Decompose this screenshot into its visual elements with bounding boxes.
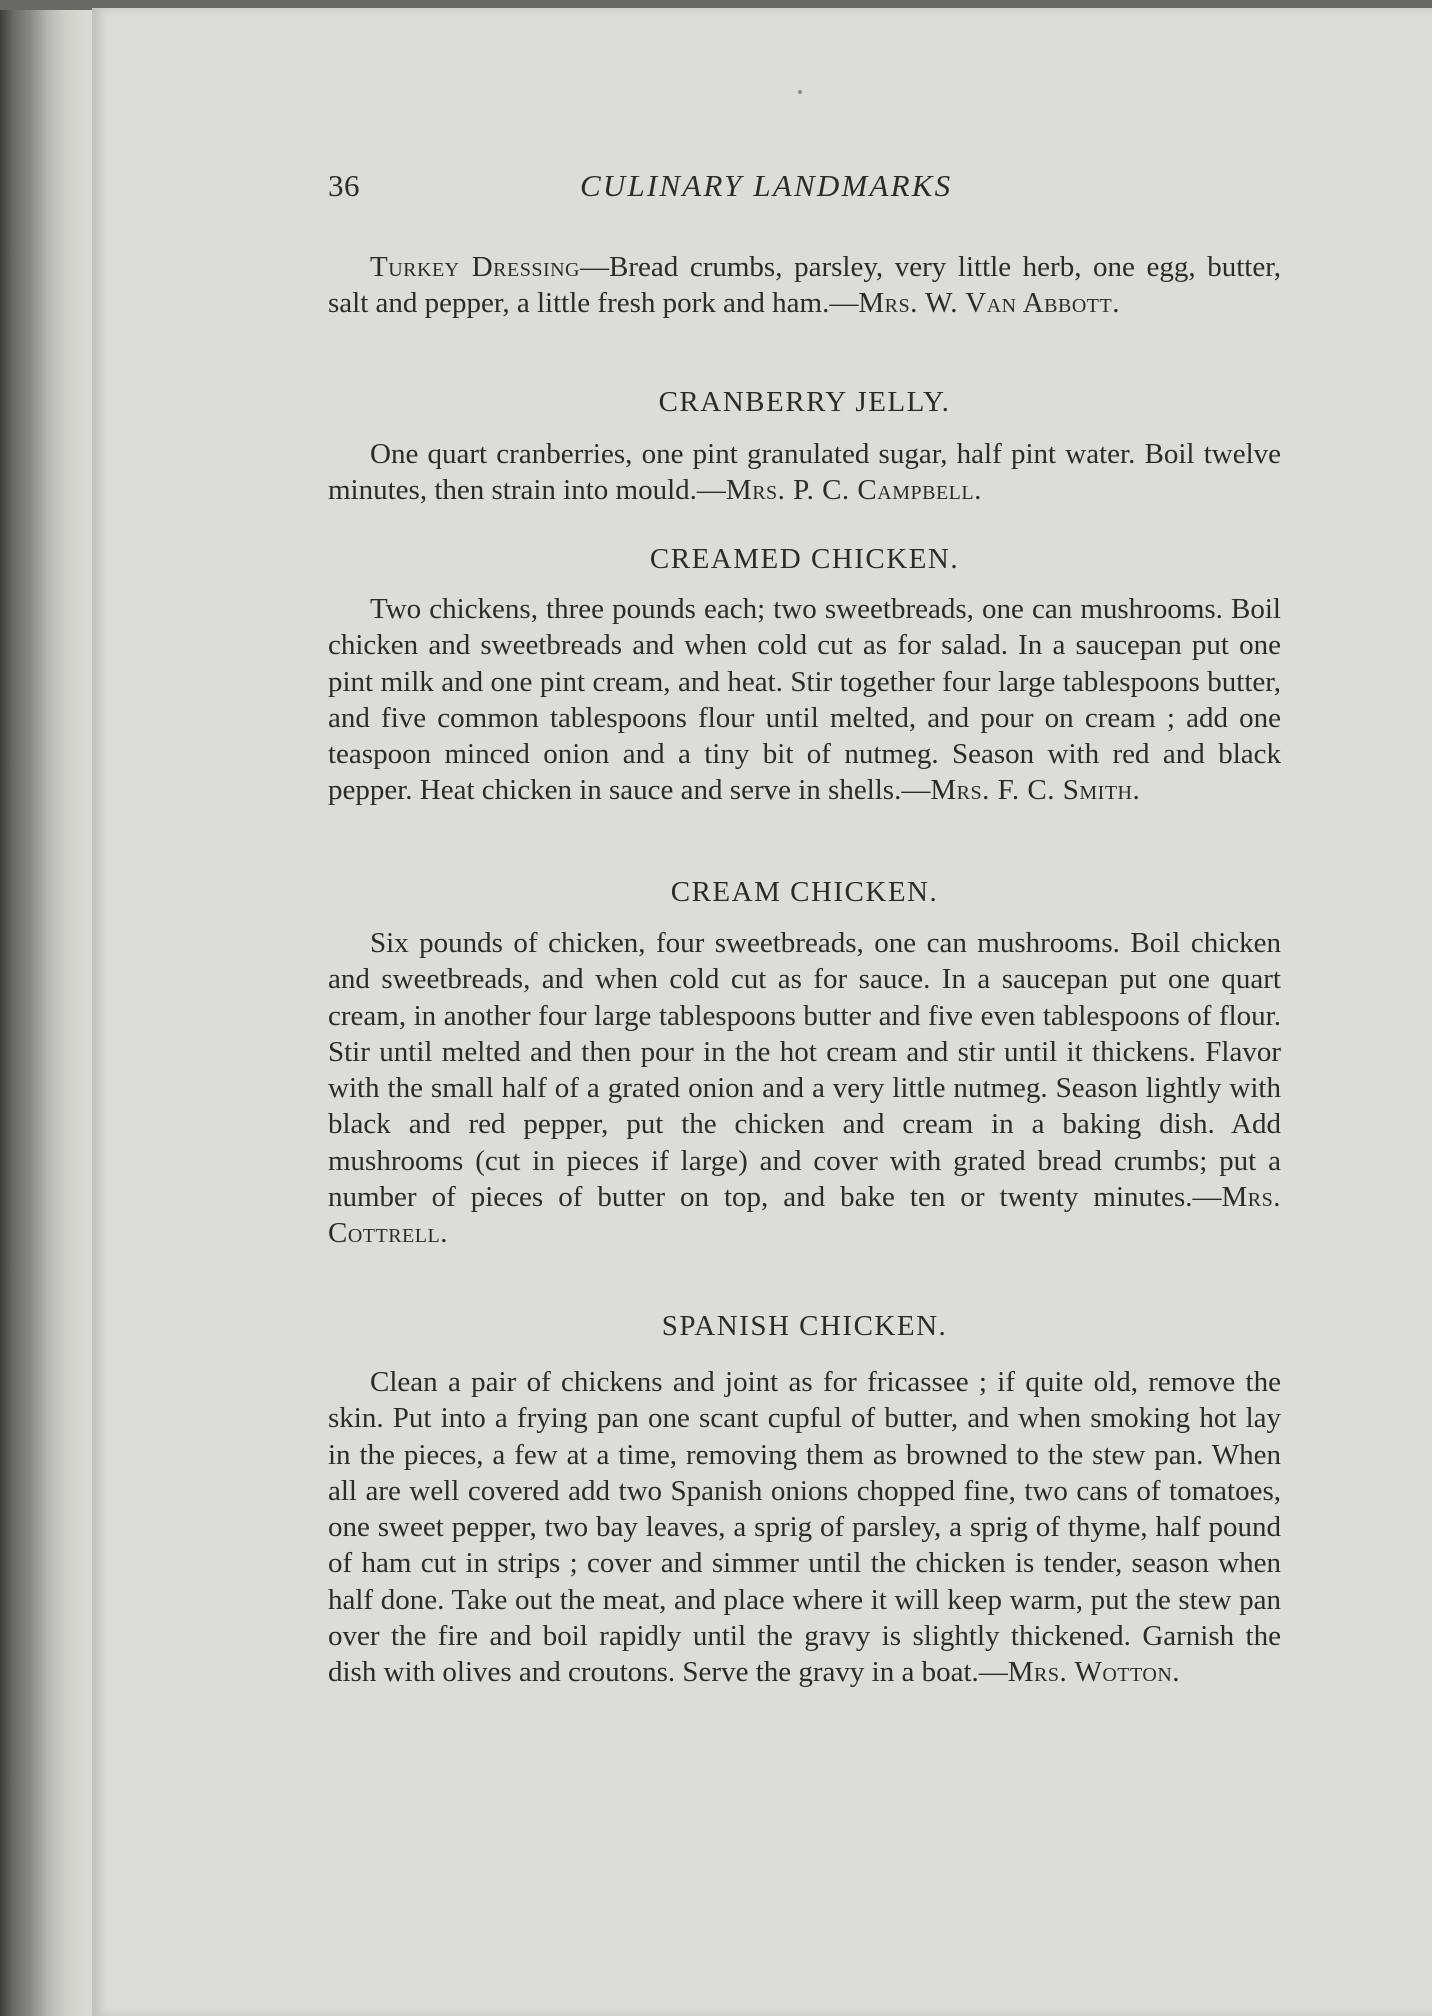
recipe-attribution: Mrs. Cottrell. [328, 1181, 1281, 1250]
spanish-chicken-paragraph [328, 1364, 1281, 1691]
recipe-title-creamed-chicken: CREAMED CHICKEN. [649, 543, 960, 575]
recipe-attribution: Mrs. F. C. Smith. [930, 774, 1141, 807]
recipe-text: One quart cranberries, one pint granulated sugar, half pint water. Boil twelve minutes, then strain into mould.— [328, 438, 1281, 507]
book-title: CULINARY LANDMARKS [580, 168, 953, 203]
turkey-dressing-paragraph [328, 249, 1281, 322]
recipe-lead-in: Turkey Dressing [370, 251, 580, 283]
recipe-attribution: Mrs. W. Van Abbott. [858, 287, 1120, 320]
recipe-text: Clean a pair of chickens and joint as for fricassee ; if quite old, remove the skin. Put into a frying pan one scant cupful of butter, and when smoking hot lay in the pieces, a few at a time, removing them as browned to the stew pan. When all are well covered add two Spanish onions chopped fine, two cans of tomatoes, one sweet pepper, two bay leaves, a sprig of parsley, a sprig of thyme, half pound of ham cut in strips ; cover and simmer until the chicken is tender, season when half done. Take out the meat, and place where it will keep warm, put the stew pan over the fire and boil rapidly until the gravy is slightly thickened. Garnish the dish with olives and croutons. Serve the gravy in a boat.— [328, 1366, 1281, 1689]
page-number: 36 [328, 168, 360, 203]
recipe-title-cream-chicken: CREAM CHICKEN. [670, 876, 939, 908]
recipe-text: Six pounds of chicken, four sweetbreads, one can mushrooms. Boil chicken and sweetbreads, and when cold cut as for sauce. In a saucepan put one quart cream, in another four large tablespoons butter and five even tablespoons of flour. Stir until melted and then pour in the hot cream and stir until it thickens. Flavor with the small half of a grated onion and a very little nutmeg. Season lightly with black and red pepper, put the chicken and cream in a baking dish. Add mushrooms (cut in pieces if large) and cover with grated bread crumbs; put a number of pieces of butter on top, and bake ten or twenty minutes.— [328, 927, 1281, 1214]
cream-chicken-paragraph [328, 925, 1281, 1252]
running-head [328, 168, 1281, 208]
recipe-title-cranberry-jelly: CRANBERRY JELLY. [658, 386, 951, 418]
paper-speck [798, 90, 802, 94]
recipe-attribution: Mrs. P. C. Campbell. [725, 474, 982, 507]
recipe-text: —Bread crumbs, parsley, very little herb, one egg, butter, salt and pepper, a little fresh pork and ham.— [328, 251, 1281, 320]
creamed-chicken-paragraph [328, 591, 1281, 809]
recipe-text: Two chickens, three pounds each; two sweetbreads, one can mushrooms. Boil chicken and sweetbreads and when cold cut as for salad. In a saucepan put one pint milk and one pint cream, and heat. Stir together four large tablespoons butter, and five common tablespoons flour until melted, and pour on cream ; add one teaspoon minced onion and a tiny bit of nutmeg. Season with red and black pepper. Heat chicken in sauce and serve in shells.— [328, 593, 1281, 807]
recipe-title-spanish-chicken: SPANISH CHICKEN. [661, 1310, 948, 1342]
cranberry-jelly-paragraph [328, 436, 1281, 509]
recipe-attribution: Mrs. Wotton. [1007, 1656, 1181, 1689]
